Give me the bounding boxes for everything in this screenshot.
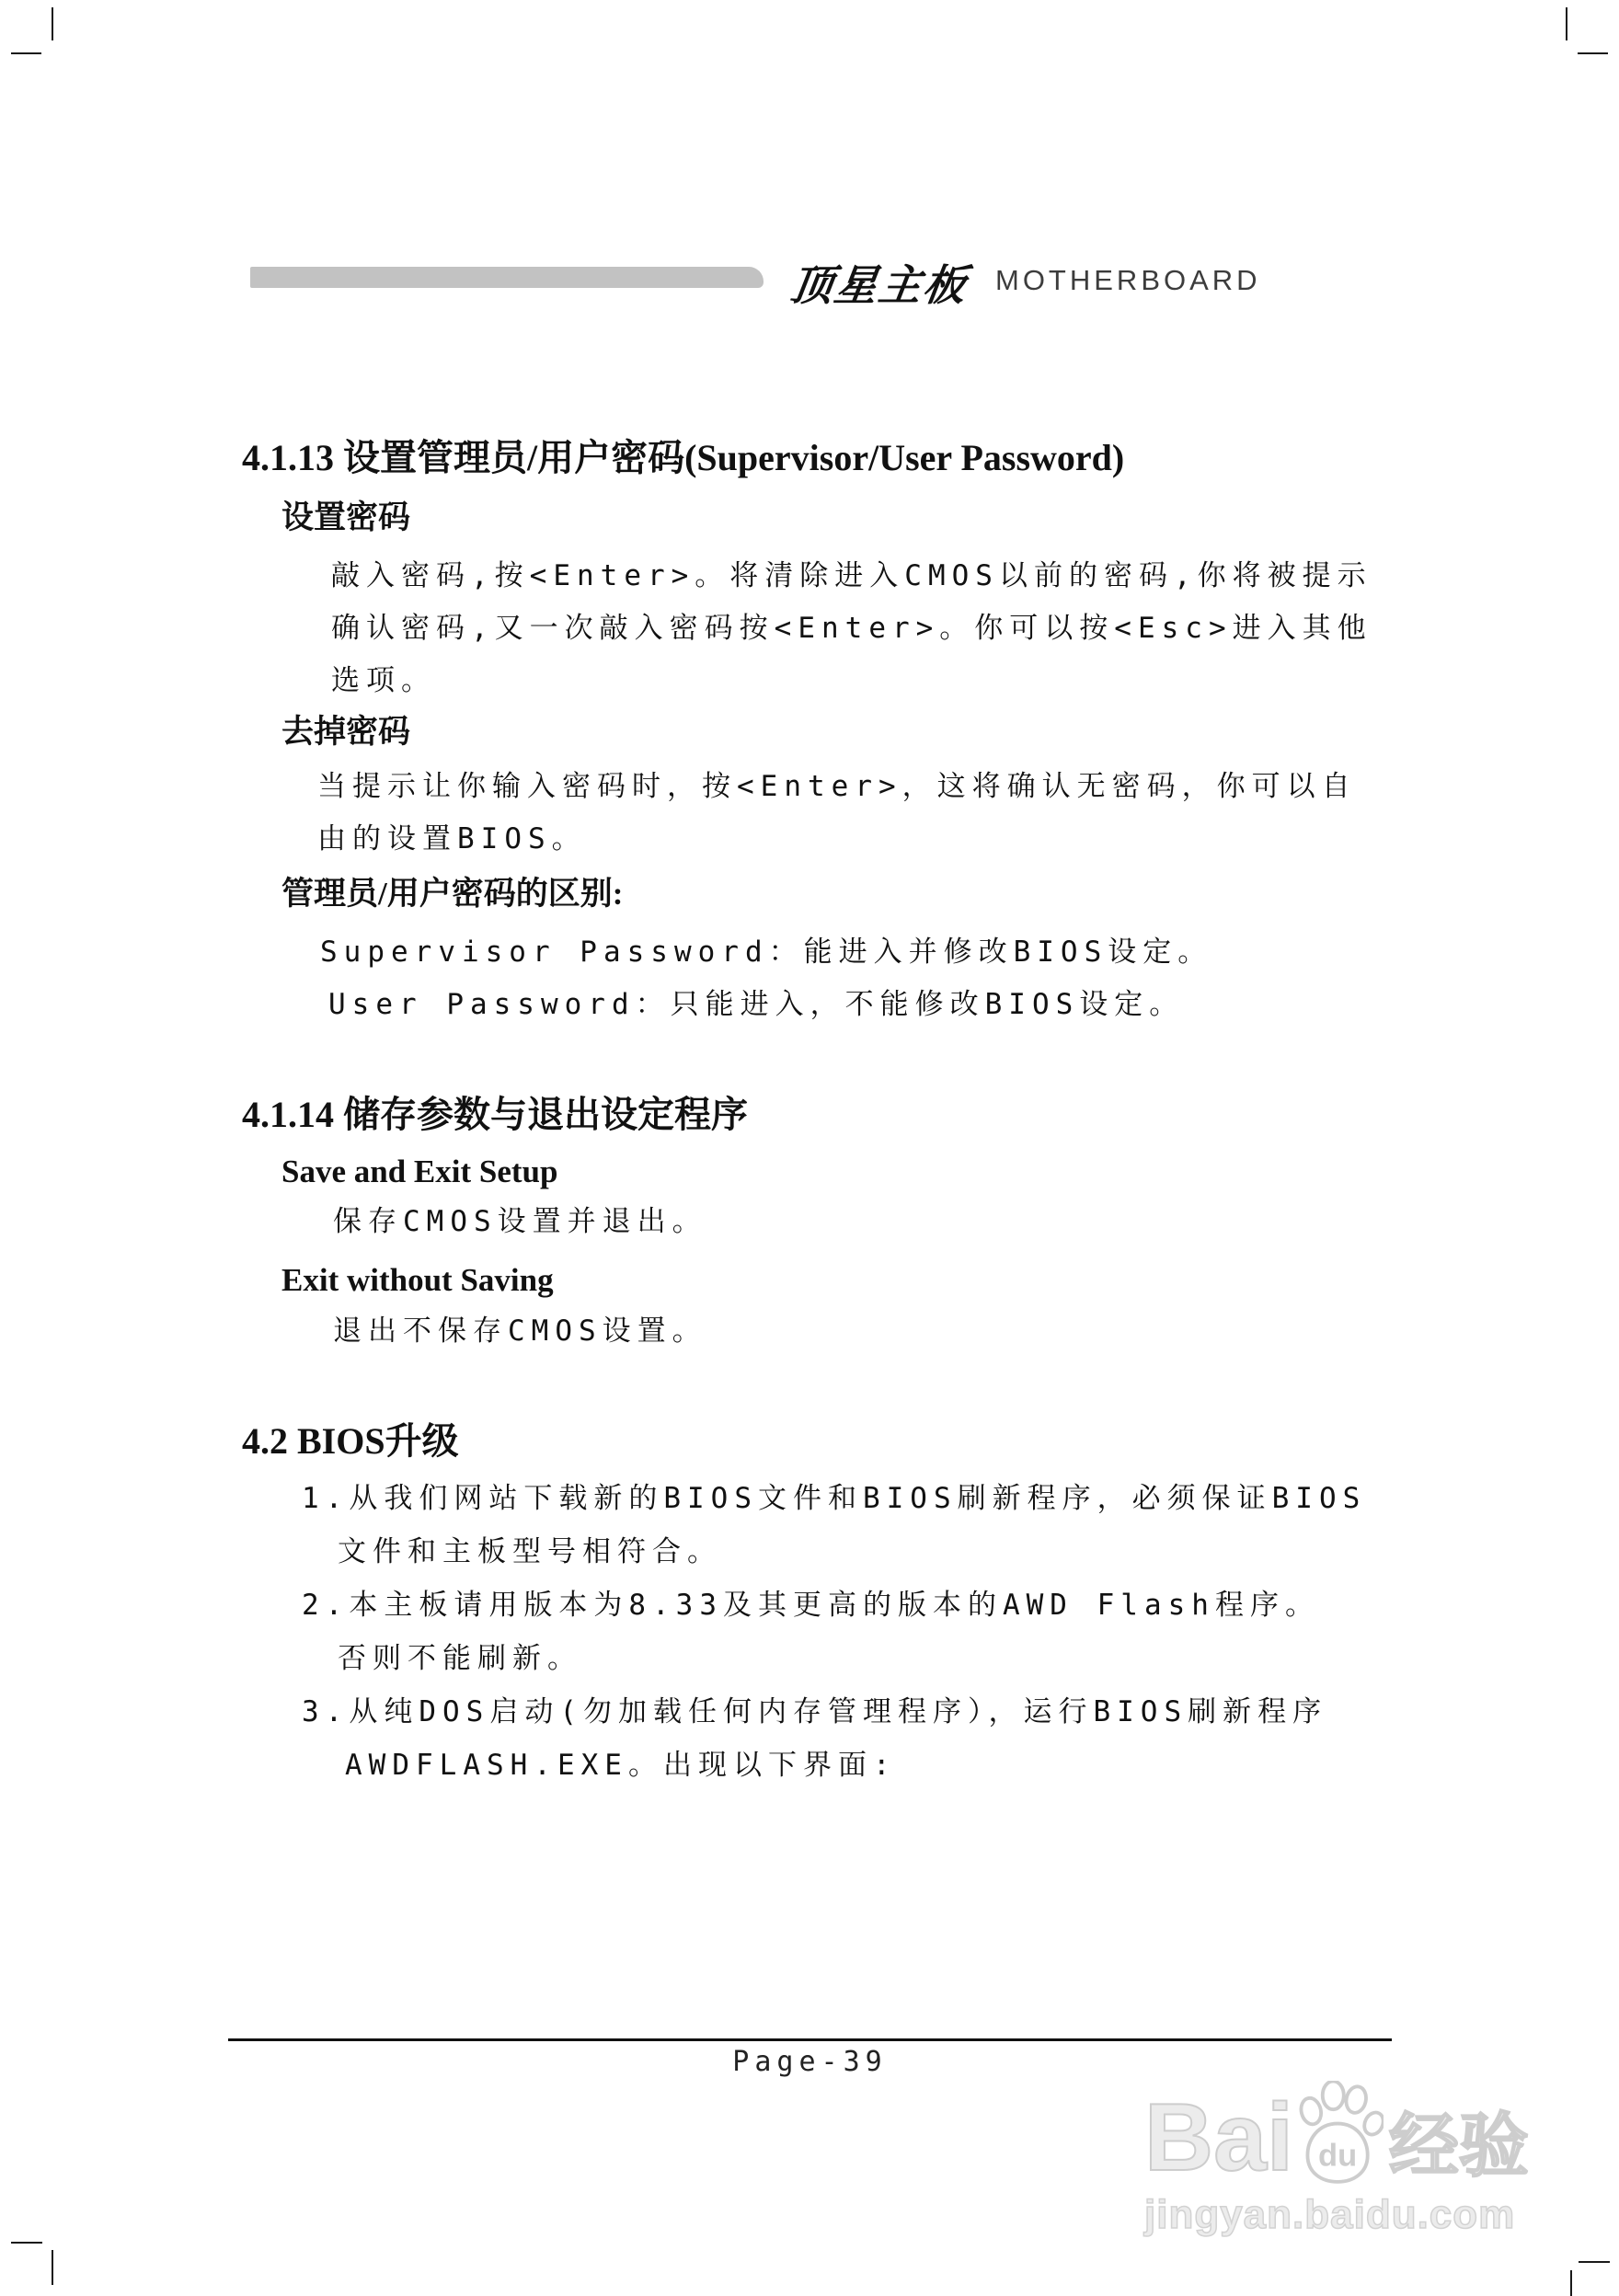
crop-mark-bottom-left-vertical: [52, 2250, 53, 2285]
body-line: 由的设置BIOS。: [317, 822, 587, 855]
body-line: 确认密码,又一次敲入密码按<Enter>。你可以按<Esc>进入其他: [331, 612, 1372, 645]
baidu-watermark: [1144, 2075, 1549, 2235]
body-line: 选项。: [331, 664, 436, 697]
watermark-du-text: du: [1317, 2138, 1358, 2174]
body-line: 敲入密码,按<Enter>。将清除进入CMOS以前的密码,你将被提示: [331, 559, 1372, 592]
list-item-3-line: 3.从纯DOS启动(勿加载任何内存管理程序），运行BIOS刷新程序: [302, 1695, 1328, 1728]
page-number: Page-39: [732, 2046, 888, 2078]
list-item-2-line: 否则不能刷新。: [338, 1642, 582, 1675]
section-title-4-1-13: 4.1.13 设置管理员/用户密码(Supervisor/User Password): [242, 437, 1125, 478]
body-line-supervisor-password: Supervisor Password：能进入并修改BIOS设定。: [320, 936, 1213, 969]
brand-wordmark: MOTHERBOARD: [995, 264, 1261, 296]
subheading-remove-password: 去掉密码: [281, 714, 411, 750]
subheading-save-and-exit: Save and Exit Setup: [281, 1154, 558, 1189]
watermark-url: jingyan.baidu.com: [1144, 2192, 1516, 2237]
brand-logo-cn: 顶星主板: [787, 261, 971, 309]
crop-mark-bottom-left-horizontal: [11, 2242, 42, 2244]
subheading-exit-without-saving: Exit without Saving: [281, 1262, 554, 1298]
baidu-paw-icon: [1295, 2081, 1384, 2189]
crop-mark-bottom-right-vertical: [1570, 2270, 1572, 2296]
subheading-set-password: 设置密码: [281, 499, 411, 535]
section-title-4-2: 4.2 BIOS升级: [242, 1420, 459, 1462]
watermark-logo-row: [1144, 2075, 1549, 2191]
list-item-2-line: 2.本主板请用版本为8.33及其更高的版本的AWD Flash程序。: [302, 1589, 1320, 1622]
body-line: 保存CMOS设置并退出。: [333, 1205, 707, 1238]
subheading-password-difference: 管理员/用户密码的区别:: [281, 876, 624, 912]
body-line: 退出不保存CMOS设置。: [333, 1314, 707, 1348]
section-title-4-1-14: 4.1.14 储存参数与退出设定程序: [242, 1094, 748, 1135]
list-item-1-line: 文件和主板型号相符合。: [338, 1535, 722, 1568]
list-item-3-line: AWDFLASH.EXE。出现以下界面:: [345, 1749, 897, 1782]
crop-mark-bottom-right-horizontal: [1579, 2261, 1610, 2263]
list-item-1-line: 1.从我们网站下载新的BIOS文件和BIOS刷新程序，必须保证BIOS: [302, 1482, 1367, 1515]
footer-rule: [228, 2038, 1392, 2041]
body-line-user-password: User Password：只能进入，不能修改BIOS设定。: [328, 988, 1185, 1021]
watermark-bai-text: Bai: [1144, 2084, 1293, 2191]
watermark-jingyan-text: 经验: [1388, 2107, 1529, 2186]
body-line: 当提示让你输入密码时，按<Enter>，这将确认无密码，你可以自: [317, 770, 1357, 803]
